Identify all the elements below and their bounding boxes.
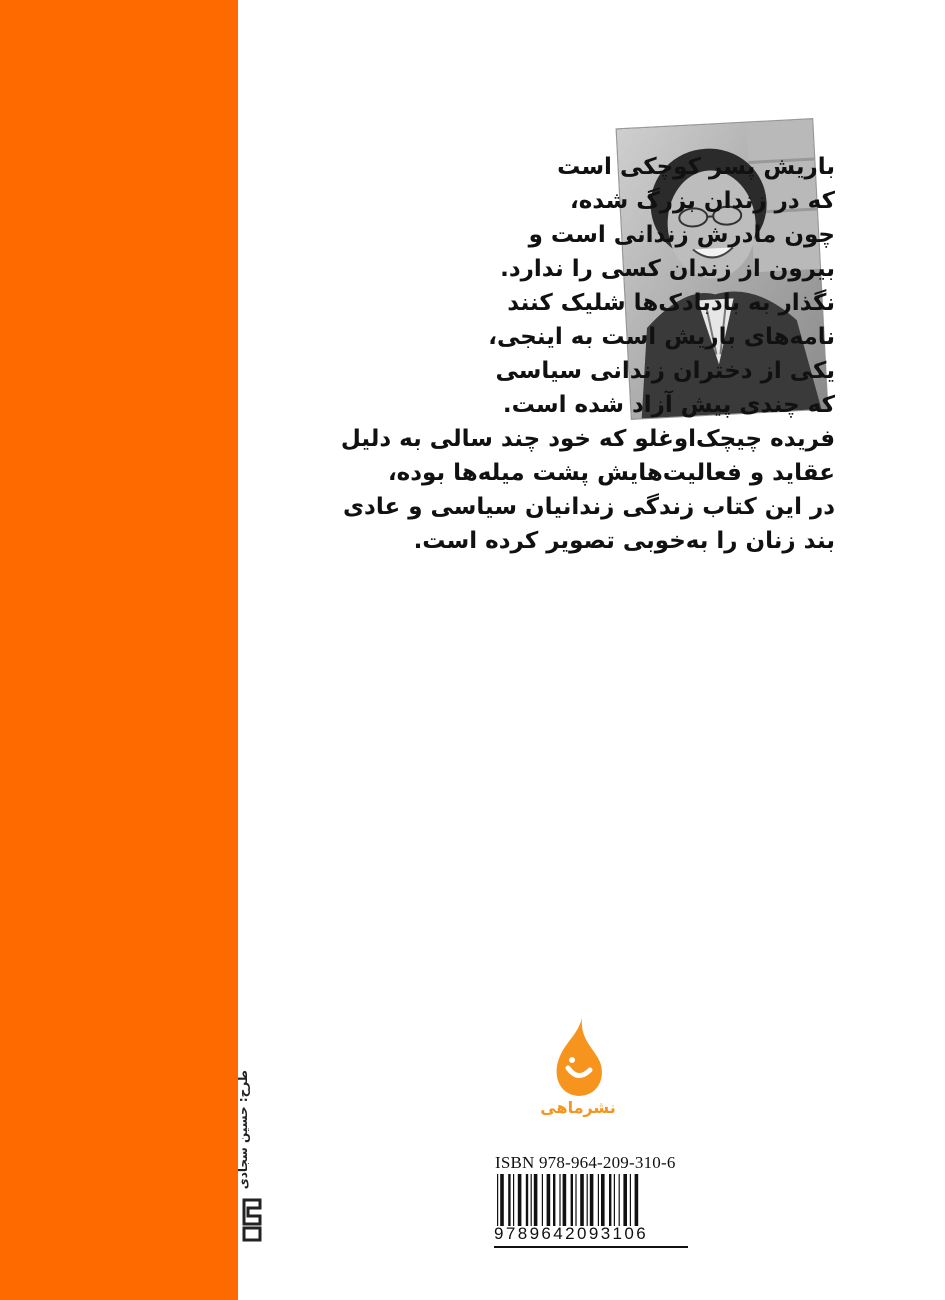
blurb-line: که در زندان بزرگ شده،: [569, 188, 835, 214]
spine-panel: [0, 0, 238, 1300]
barcode-digits: 9789642093106: [494, 1224, 649, 1243]
designer-signature-icon: [240, 1196, 264, 1244]
bottom-rule: [494, 1246, 688, 1248]
blurb-line: باریش پسر کوچکی است: [557, 154, 835, 180]
blurb-line: نگذار به بادبادک‌ها شلیک کنند: [507, 290, 835, 316]
designer-credit-text: طرح: حسین سجادی: [236, 1070, 250, 1190]
blurb-line: نامه‌های باریش است به اینجی،: [488, 324, 835, 350]
blurb-line: عقاید و فعالیت‌هایش پشت میله‌ها بوده،: [387, 460, 835, 486]
blurb-line: بیرون از زندان کسی را ندارد.: [500, 256, 835, 282]
blurb-line: در این کتاب زندگی زندانیان سیاسی و عادی: [342, 494, 835, 520]
isbn-label: ISBN 978-964-209-310-6: [495, 1153, 676, 1172]
publisher-name: نشرماهی: [540, 1098, 616, 1117]
blurb-line: یکی از دختران زندانی سیاسی: [495, 358, 835, 384]
blurb-line: فریده چیچک‌اوغلو که خود چند سالی به دلیل: [340, 426, 835, 452]
blurb-line: که چندی پیش آزاد شده است.: [502, 392, 835, 418]
blurb-text: [315, 150, 835, 558]
blurb-line: چون مادرش زندانی است و: [528, 222, 835, 248]
blurb-line: بند زنان را به‌خوبی تصویر کرده است.: [413, 528, 835, 554]
barcode-icon: [495, 1174, 689, 1226]
